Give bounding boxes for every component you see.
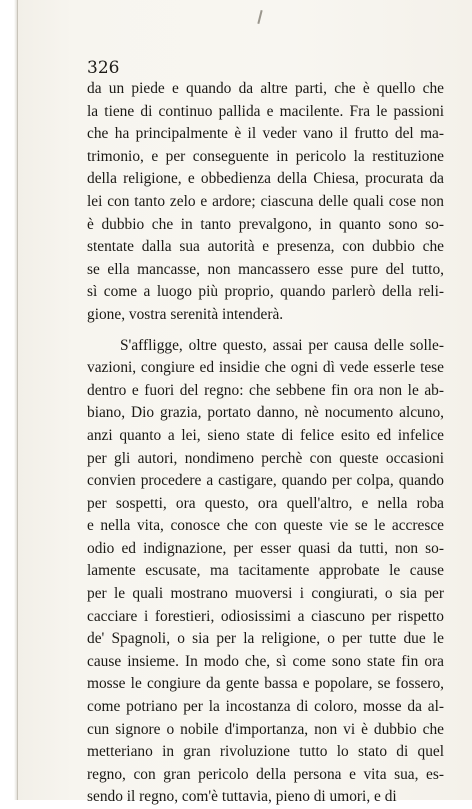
- text-line: biano, Dio grazia, portato danno, nè nocumento alcuno,: [87, 404, 444, 422]
- text-line: cacciare i forestieri, odiosissimi a ciascuno per rispetto: [87, 607, 444, 625]
- text-line: de' Spagnoli, o sia per la religione, o per tutte due le: [87, 630, 444, 648]
- text-line: da un piede e quando da altre parti, che è quello che: [87, 80, 444, 97]
- text-line: e nella vita, conosce che con queste vie se le accresce: [87, 517, 444, 535]
- text-line: lamente escusate, ma tacitamente approbate le cause: [87, 562, 444, 580]
- text-line: gione, vostra serenità intenderà.: [87, 305, 284, 323]
- text-line: della religione, e obbedienza della Chiesa, procurata da: [87, 170, 444, 188]
- text-line: cun signore o nobile d'importanza, non vi è dubbio che: [87, 720, 444, 738]
- text-line: anzi quanto a lei, sieno state di felice esito ed infelice: [87, 426, 444, 444]
- text-line: se ella mancasse, non mancassero esse pure del tutto,: [87, 260, 444, 278]
- body-text: [87, 78, 444, 809]
- text-line: dentro e fuori del regno: che sebbene fin ora non le ab-: [87, 381, 444, 399]
- text-line: vazioni, congiure ed insidie che ogni dì vede esserle tese: [87, 359, 444, 377]
- text-line: lei con tanto zelo e ardore; ciascuna delle quali cose non: [87, 192, 444, 210]
- text-line: stentate dalla sua autorità e presenza, con dubbio che: [87, 238, 444, 256]
- text-line: metteriano in gran rivoluzione tutto lo stato di quel: [87, 743, 444, 761]
- text-line: trimonio, e per conseguente in pericolo la restituzione: [87, 147, 444, 165]
- text-line: cause insieme. In modo che, sì come sono state fin ora: [87, 652, 444, 670]
- text-line: regno, con gran pericolo della persona e vita sua, es-: [87, 765, 444, 783]
- text-line: per le quali mostrano muoversi i congiurati, o sia per: [87, 585, 444, 603]
- text-line: S'affligge, oltre questo, assai per causa delle solle-: [120, 336, 444, 354]
- paragraph-1: [87, 78, 444, 327]
- page-number: 326: [87, 58, 120, 78]
- text-line: per sospetti, ora questo, ora quell'altro, e nella roba: [87, 494, 444, 512]
- text-line: la tiene di continuo pallida e macilente. Fra le passioni: [87, 102, 444, 120]
- text-line: per gli autori, nondimeno perchè con queste occasioni: [87, 449, 444, 467]
- text-line: odio ed indignazione, per esser quasi da tutti, non so-: [87, 539, 444, 557]
- paragraph-gap: [87, 327, 444, 335]
- text-line: mosse le congiure da gente bassa e popolare, se fossero,: [87, 675, 444, 693]
- text-line: convien procedere a castigare, quando per colpa, quando: [87, 472, 444, 490]
- text-line: che ha principalmente è il veder vano il frutto del ma-: [87, 125, 444, 143]
- text-line: come potriano per la incostanza di coloro, mosse da al-: [87, 698, 444, 716]
- text-line: è dubbio che in tanto prevalgono, in quanto sono so-: [87, 215, 444, 233]
- text-line: sì come a luogo più proprio, quando parlerò della reli-: [87, 283, 444, 301]
- paragraph-2: [87, 335, 444, 809]
- text-line: sendo il regno, com'è tuttavia, pieno di umori, e di: [87, 788, 397, 806]
- stray-mark: [257, 10, 262, 24]
